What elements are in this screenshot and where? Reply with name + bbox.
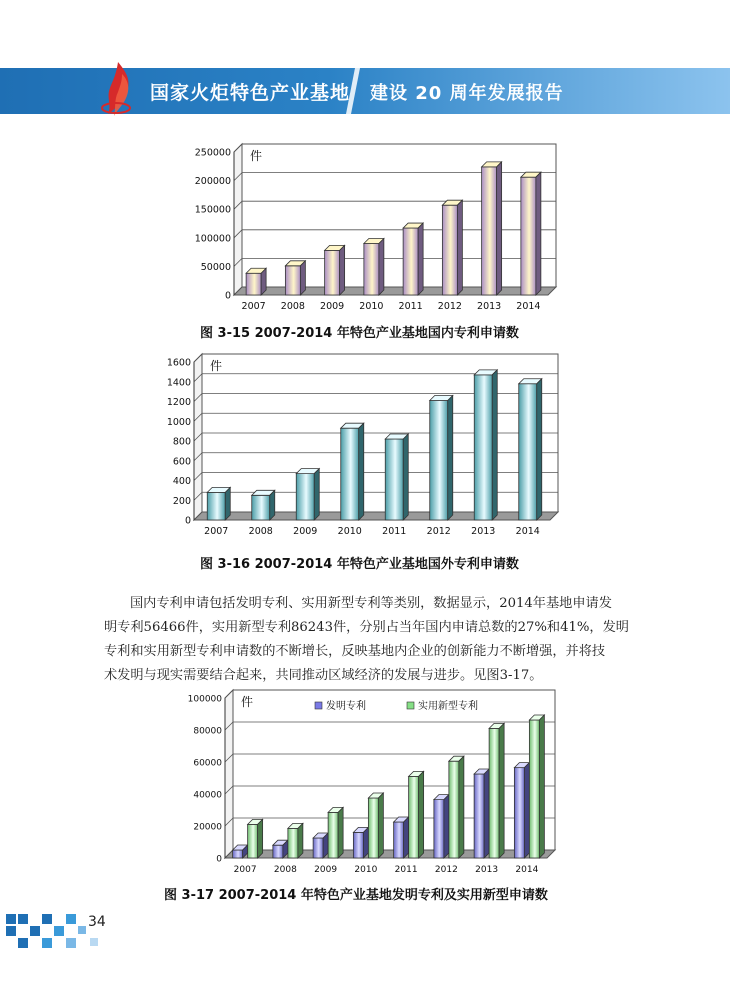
bar-2011: [385, 439, 403, 520]
chart-foreign-patents: [160, 348, 570, 538]
bar-side: [497, 162, 502, 295]
x-tick-label: 2008: [280, 301, 305, 312]
header-right-title: 建设 20 周年发展报告: [370, 83, 564, 104]
y-tick-label: 100000: [187, 694, 222, 705]
bar-2013: [482, 167, 497, 295]
bar-side: [492, 370, 497, 520]
chart-2-caption: 图 3-16 2007-2014 年特色产业基地国外专利申请数: [200, 557, 519, 572]
bar-side: [404, 817, 409, 858]
paragraph-line: 国内专利申请包括发明专利、实用新型专利等类别，数据显示，2014年基地申请发: [130, 596, 612, 611]
x-tick-label: 2008: [273, 865, 297, 875]
x-tick-label: 2010: [354, 865, 378, 875]
paragraph-line: 专利和实用新型专利申请数的不断增长，反映基地内企业的创新能力不断增强，并将技: [104, 644, 606, 659]
bar-series1-2007: [233, 850, 243, 858]
bar-2009: [296, 474, 314, 520]
bar-side: [261, 268, 266, 295]
bar-series2-2008: [288, 828, 298, 858]
bar-series2-2007: [248, 824, 258, 858]
bar-side: [363, 827, 368, 858]
chart-side-wall: [234, 144, 242, 295]
bar-side: [444, 795, 449, 858]
chart-domestic-patents: [170, 140, 570, 315]
x-tick-label: 2010: [359, 301, 384, 312]
chart-invention-utility: [185, 682, 565, 882]
x-tick-label: 2009: [320, 301, 345, 312]
y-tick-label: 50000: [200, 261, 231, 273]
y-tick-label: 1400: [166, 377, 191, 389]
bar-series2-2010: [368, 798, 378, 858]
paragraph-line: 术发明与现实需要结合起来，共同推动区域经济的发展与进步。见图3-17。: [104, 668, 543, 683]
bar-side: [225, 487, 230, 520]
x-tick-label: 2012: [434, 865, 458, 875]
body-paragraph: [104, 592, 644, 688]
bar-side: [484, 769, 489, 858]
legend-swatch: [315, 702, 322, 709]
x-tick-label: 2014: [515, 526, 540, 537]
y-tick-label: 200: [172, 495, 191, 507]
bar-side: [403, 434, 408, 520]
bar-side: [448, 396, 453, 520]
bar-side: [340, 245, 345, 295]
bar-side: [270, 490, 275, 520]
bar-series2-2013: [489, 728, 499, 858]
y-tick-label: 1200: [166, 397, 191, 408]
legend-label: 发明专利: [326, 701, 366, 712]
bar-side: [300, 261, 305, 295]
bar-series1-2011: [394, 822, 404, 858]
x-tick-label: 2007: [233, 865, 257, 875]
x-tick-label: 2007: [204, 526, 229, 537]
header-left-title: 国家火炬特色产业基地: [150, 82, 351, 104]
bar-2012: [430, 401, 448, 520]
bar-2013: [474, 375, 492, 520]
unit-label: 件: [241, 695, 254, 709]
page-number: 34: [88, 914, 106, 930]
x-tick-label: 2011: [394, 865, 418, 875]
bar-series2-2009: [328, 812, 338, 858]
unit-label: 件: [210, 359, 223, 373]
bar-side: [524, 763, 529, 858]
bar-side: [298, 823, 303, 858]
bar-series1-2013: [474, 774, 484, 858]
bar-series1-2012: [434, 800, 444, 858]
bar-side: [359, 423, 364, 520]
bar-series1-2014: [514, 768, 524, 858]
x-tick-label: 2010: [337, 526, 362, 537]
bar-2010: [364, 244, 379, 295]
bar-2014: [519, 384, 537, 520]
bar-side: [258, 819, 263, 858]
y-tick-label: 1600: [166, 357, 191, 369]
header-divider: [346, 68, 360, 114]
x-tick-label: 2012: [426, 526, 451, 537]
bar-side: [536, 172, 541, 295]
x-tick-label: 2014: [516, 301, 541, 312]
bar-side: [459, 756, 464, 858]
bar-side: [457, 200, 462, 295]
x-tick-label: 2011: [398, 301, 423, 312]
bar-2009: [325, 250, 340, 295]
x-tick-label: 2007: [241, 301, 266, 312]
bar-2007: [207, 492, 225, 520]
chart-floor: [234, 287, 556, 295]
y-tick-label: 0: [224, 290, 231, 302]
bar-side: [338, 807, 343, 858]
x-tick-label: 2012: [437, 301, 462, 312]
bar-2008: [285, 266, 300, 295]
bar-2012: [442, 205, 457, 295]
bar-side: [499, 723, 504, 858]
x-tick-label: 2013: [475, 865, 499, 875]
y-tick-label: 150000: [194, 204, 231, 216]
y-tick-label: 100000: [194, 233, 231, 245]
bar-side: [418, 223, 423, 295]
y-tick-label: 0: [216, 854, 222, 865]
y-tick-label: 600: [172, 456, 191, 468]
unit-label: 件: [250, 149, 263, 163]
chart-side-wall: [225, 690, 233, 858]
bar-side: [314, 469, 319, 520]
x-tick-label: 2011: [382, 526, 407, 537]
x-tick-label: 2013: [471, 526, 496, 537]
x-tick-label: 2008: [248, 526, 273, 537]
bar-side: [379, 239, 384, 295]
x-tick-label: 2014: [515, 865, 539, 875]
y-tick-label: 0: [184, 515, 191, 527]
y-tick-label: 20000: [193, 822, 222, 833]
x-tick-label: 2009: [293, 526, 318, 537]
bar-series2-2012: [449, 761, 459, 858]
bar-series2-2014: [529, 720, 539, 858]
bar-side: [537, 379, 542, 520]
y-tick-label: 250000: [194, 147, 231, 159]
paragraph-line: 明专利56466件，实用新型专利86243件，分别占当年国内申请总数的27%和41%，发明: [104, 620, 629, 635]
y-tick-label: 400: [172, 476, 191, 487]
y-tick-label: 200000: [194, 176, 231, 188]
legend-swatch: [407, 702, 414, 709]
bar-side: [539, 715, 544, 858]
y-tick-label: 40000: [193, 790, 222, 801]
y-tick-label: 60000: [193, 758, 222, 769]
bar-2010: [341, 428, 359, 520]
y-tick-label: 1000: [166, 416, 191, 428]
bar-side: [323, 833, 328, 858]
x-tick-label: 2009: [314, 865, 338, 875]
chart-1-caption: 图 3-15 2007-2014 年特色产业基地国内专利申请数: [200, 326, 519, 341]
bar-series2-2011: [409, 776, 419, 858]
bar-2014: [521, 177, 536, 295]
x-tick-label: 2013: [477, 301, 502, 312]
bar-side: [419, 771, 424, 858]
bar-series1-2010: [353, 832, 363, 858]
torch-logo-icon: [96, 60, 142, 118]
y-tick-label: 800: [172, 436, 191, 448]
chart-3-caption: 图 3-17 2007-2014 年特色产业基地发明专利及实用新型申请数: [164, 888, 548, 903]
bar-series1-2009: [313, 838, 323, 858]
legend-label: 实用新型专利: [418, 701, 478, 712]
bar-side: [378, 793, 383, 858]
bar-2011: [403, 228, 418, 295]
chart-floor: [194, 512, 558, 520]
bar-series1-2008: [273, 845, 283, 858]
bar-2008: [252, 495, 270, 520]
bar-2007: [246, 273, 261, 295]
y-tick-label: 80000: [193, 726, 222, 737]
